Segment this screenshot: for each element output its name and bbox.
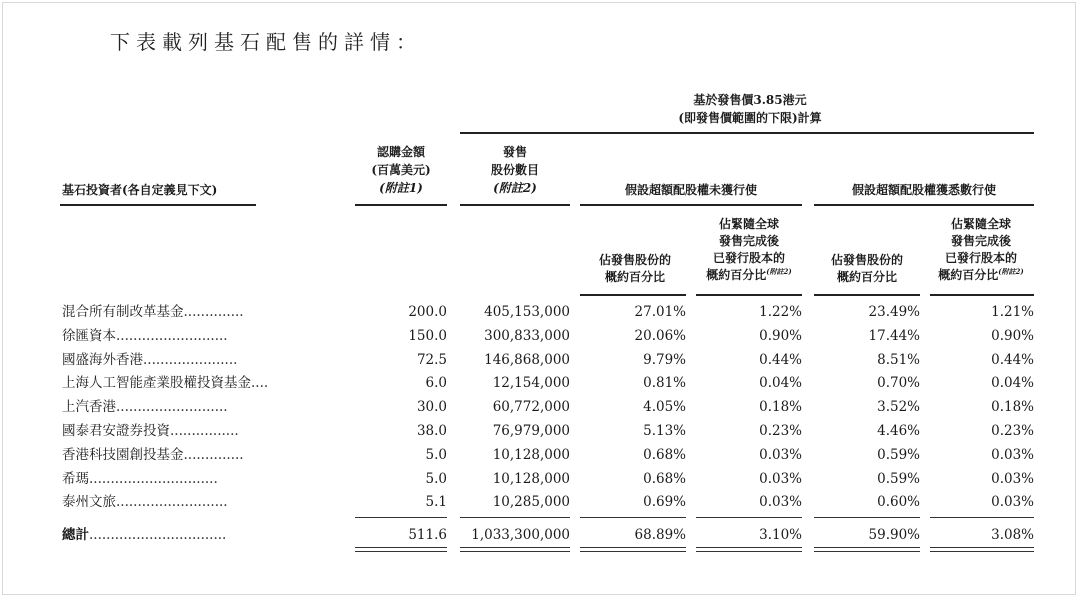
cell-pct-issued-b: 1.21% bbox=[991, 304, 1034, 320]
row-investor-name: 上海人工智能產業股權投資基金.... bbox=[62, 375, 269, 391]
total-label: 總計................................ bbox=[62, 527, 227, 543]
cell-pct-issued-b: 0.04% bbox=[991, 375, 1034, 391]
cell-pct-offer-a: 9.79% bbox=[643, 352, 686, 368]
total-double-rule-6a bbox=[930, 547, 1034, 548]
cell-pct-offer-b: 0.70% bbox=[877, 375, 920, 391]
price-basis-header: 基於發售價3.85港元 bbox=[693, 93, 807, 107]
cell-pct-issued-b: 0.44% bbox=[991, 352, 1034, 368]
cell-pct-offer-b: 17.44% bbox=[868, 328, 920, 344]
investor-header: 基石投資者(各自定義見下文) bbox=[62, 183, 218, 197]
pct-offer-rule-b bbox=[814, 294, 920, 296]
cell-pct-offer-b: 0.59% bbox=[877, 471, 920, 487]
row-investor-name: 國盛海外香港...................... bbox=[62, 352, 238, 368]
total-top-rule-amount bbox=[355, 517, 447, 518]
row-investor-name: 香港科技園創投基金.............. bbox=[62, 447, 244, 463]
pct-offer-header-b: 佔發售股份的 概約百分比 bbox=[830, 253, 903, 284]
pct-offer-rule-a bbox=[580, 294, 686, 296]
cell-pct-issued-a: 0.04% bbox=[759, 375, 802, 391]
cell-pct-offer-a: 0.68% bbox=[643, 471, 686, 487]
total-pct-offer-b: 59.90% bbox=[868, 527, 920, 543]
group-fully-exercised-rule bbox=[814, 204, 1034, 206]
total-top-rule-b2 bbox=[930, 517, 1034, 518]
cell-pct-issued-b: 0.03% bbox=[991, 494, 1034, 510]
total-top-rule-a2 bbox=[696, 517, 802, 518]
cell-pct-offer-b: 4.46% bbox=[877, 423, 920, 439]
total-top-rule-shares bbox=[460, 517, 570, 518]
amount-rule bbox=[355, 204, 447, 206]
row-investor-name: 混合所有制改革基金.............. bbox=[62, 304, 244, 320]
shares-rule bbox=[460, 204, 570, 206]
cell-shares: 12,154,000 bbox=[492, 375, 570, 391]
cell-pct-issued-a: 0.90% bbox=[759, 328, 802, 344]
group-fully-exercised: 假設超額配股權獲悉數行使 bbox=[851, 183, 996, 197]
row-investor-name: 希瑪.............................. bbox=[62, 471, 218, 487]
cell-amount: 30.0 bbox=[416, 399, 447, 415]
cell-pct-offer-b: 8.51% bbox=[877, 352, 920, 368]
cell-pct-issued-a: 0.44% bbox=[759, 352, 802, 368]
cell-pct-issued-a: 0.23% bbox=[759, 423, 802, 439]
cell-pct-offer-a: 0.81% bbox=[643, 375, 686, 391]
price-basis-subheader: (即發售價範圍的下限)計算 bbox=[678, 111, 822, 125]
total-double-rule-2a bbox=[460, 547, 570, 548]
intro-text: 下表載列基石配售的詳情： bbox=[110, 30, 422, 54]
cell-amount: 6.0 bbox=[425, 375, 447, 391]
total-double-rule-1b bbox=[355, 551, 447, 552]
row-investor-name: 泰州文旅.......................... bbox=[62, 494, 228, 510]
cell-pct-offer-a: 20.06% bbox=[634, 328, 686, 344]
cell-shares: 60,772,000 bbox=[492, 399, 570, 415]
cell-shares: 10,128,000 bbox=[492, 447, 570, 463]
total-double-rule-5b bbox=[814, 551, 920, 552]
cell-pct-issued-a: 0.03% bbox=[759, 494, 802, 510]
amount-header-l2: (百萬美元) bbox=[371, 163, 431, 177]
row-investor-name: 上汽香港.......................... bbox=[62, 399, 228, 415]
cell-shares: 146,868,000 bbox=[484, 352, 570, 368]
cell-amount: 150.0 bbox=[408, 328, 447, 344]
total-pct-issued-a: 3.10% bbox=[759, 527, 802, 543]
cell-pct-issued-b: 0.03% bbox=[991, 447, 1034, 463]
cell-shares: 300,833,000 bbox=[484, 328, 570, 344]
total-top-rule-b1 bbox=[814, 517, 920, 518]
total-double-rule-3b bbox=[580, 551, 686, 552]
row-investor-name: 徐匯資本.......................... bbox=[62, 328, 228, 344]
pct-issued-header-b: 佔緊隨全球 發售完成後 已發行股本的 概約百分比$^{(附註2)}$ bbox=[938, 217, 1024, 282]
cell-pct-issued-a: 0.18% bbox=[759, 399, 802, 415]
cell-amount: 200.0 bbox=[408, 304, 447, 320]
cell-pct-offer-b: 0.59% bbox=[877, 447, 920, 463]
investor-rule bbox=[60, 204, 256, 206]
cell-pct-issued-b: 0.23% bbox=[991, 423, 1034, 439]
amount-header-l1: 認購金額 bbox=[376, 145, 425, 159]
total-double-rule-5a bbox=[814, 547, 920, 548]
cell-amount: 5.1 bbox=[425, 494, 447, 510]
total-double-rule-1a bbox=[355, 547, 447, 548]
cell-shares: 10,285,000 bbox=[492, 494, 570, 510]
amount-header-note: (附註1) bbox=[379, 181, 423, 195]
cell-shares: 10,128,000 bbox=[492, 471, 570, 487]
cell-pct-offer-b: 23.49% bbox=[868, 304, 920, 320]
total-amount: 511.6 bbox=[408, 527, 447, 543]
pct-issued-header-a: 佔緊隨全球 發售完成後 已發行股本的 概約百分比$^{(附註2)}$ bbox=[706, 217, 792, 282]
cell-amount: 38.0 bbox=[416, 423, 447, 439]
cell-shares: 76,979,000 bbox=[492, 423, 570, 439]
group-not-exercised-rule bbox=[580, 204, 802, 206]
group-not-exercised: 假設超額配股權未獲行使 bbox=[624, 183, 757, 197]
cell-pct-issued-b: 0.90% bbox=[991, 328, 1034, 344]
cell-pct-issued-b: 0.18% bbox=[991, 399, 1034, 415]
total-double-rule-3a bbox=[580, 547, 686, 548]
cell-pct-offer-a: 27.01% bbox=[634, 304, 686, 320]
cell-pct-offer-a: 0.69% bbox=[643, 494, 686, 510]
total-double-rule-2b bbox=[460, 551, 570, 552]
cell-shares: 405,153,000 bbox=[484, 304, 570, 320]
cell-pct-issued-a: 0.03% bbox=[759, 447, 802, 463]
total-shares: 1,033,300,000 bbox=[471, 527, 570, 543]
shares-header-l2: 股份數目 bbox=[490, 163, 539, 177]
cell-pct-issued-a: 0.03% bbox=[759, 471, 802, 487]
cell-pct-offer-a: 4.05% bbox=[643, 399, 686, 415]
cell-pct-offer-a: 5.13% bbox=[643, 423, 686, 439]
cell-amount: 5.0 bbox=[425, 471, 447, 487]
total-double-rule-4a bbox=[696, 547, 802, 548]
cell-pct-issued-a: 1.22% bbox=[759, 304, 802, 320]
cell-pct-offer-b: 3.52% bbox=[877, 399, 920, 415]
price-basis-rule bbox=[460, 132, 1034, 134]
total-double-rule-6b bbox=[930, 551, 1034, 552]
total-top-rule-a1 bbox=[580, 517, 686, 518]
shares-header-l1: 發售 bbox=[502, 145, 527, 159]
cell-pct-issued-b: 0.03% bbox=[991, 471, 1034, 487]
pct-issued-rule-b bbox=[930, 294, 1034, 296]
pct-issued-rule-a bbox=[696, 294, 802, 296]
cell-amount: 72.5 bbox=[416, 352, 447, 368]
cell-pct-offer-b: 0.60% bbox=[877, 494, 920, 510]
row-investor-name: 國泰君安證券投資................ bbox=[62, 423, 239, 439]
total-double-rule-4b bbox=[696, 551, 802, 552]
cell-pct-offer-a: 0.68% bbox=[643, 447, 686, 463]
cell-amount: 5.0 bbox=[425, 447, 447, 463]
pct-offer-header-a: 佔發售股份的 概約百分比 bbox=[598, 253, 671, 284]
total-pct-offer-a: 68.89% bbox=[634, 527, 686, 543]
shares-header-note: (附註2) bbox=[493, 181, 537, 195]
total-pct-issued-b: 3.08% bbox=[991, 527, 1034, 543]
